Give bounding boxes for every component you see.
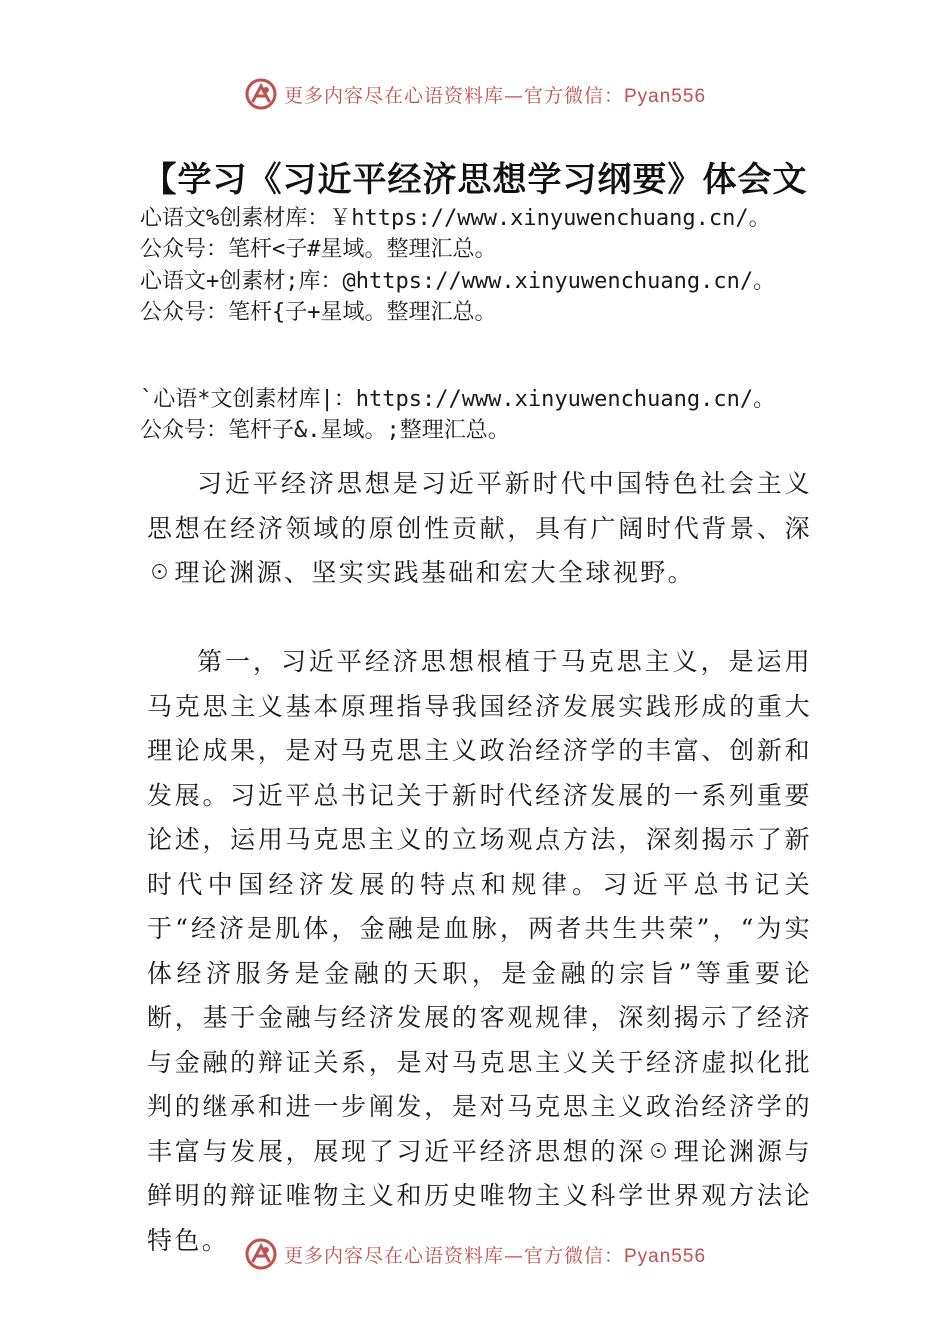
red-seal-logo-icon (244, 77, 278, 111)
source-line: 公众号：笔杆<子#星域。整理汇总。 (140, 237, 497, 262)
source-note-group-1 (140, 203, 771, 265)
footer-banner (0, 1232, 950, 1276)
source-note-group-2 (140, 266, 775, 328)
red-seal-logo-icon (244, 1237, 278, 1271)
footer-wechat-id: Pyan556 (624, 1245, 707, 1267)
source-line: 公众号：笔杆{子+星域。整理汇总。 (140, 300, 497, 325)
body-paragraph-intro: 习近平经济思想是习近平新时代中国特色社会主义思想在经济领域的原创性贡献，具有广阔时代背景、深☉理论渊源、坚实实践基础和宏大全球视野。 (147, 469, 812, 587)
header-wechat-id: Pyan556 (624, 85, 707, 107)
source-line: `心语*文创素材库|：https://www.xinyuwenchuang.cn/。 (140, 387, 776, 412)
source-line: 心语文%创素材库：￥https://www.xinyuwenchuang.cn/。 (140, 206, 771, 231)
body-paragraph-first-point: 第一，习近平经济思想根植于马克思主义，是运用马克思主义基本原理指导我国经济发展实践形成的重大理论成果，是对马克思主义政治经济学的丰富、创新和发展。习近平总书记关于新时代经济发展的一系列重要论述，运用马克思主义的立场观点方法，深刻揭示了新时代中国经济发展的特点和规律。习近平总书记关于“经济是肌体，金融是血脉，两者共生共荣”，“为实体经济服务是金融的天职，是金融的宗旨”等重要论断，基于金融与经济发展的客观规律，深刻揭示了经济与金融的辩证关系，是对马克思主义关于经济虚拟化批判的继承和进一步阐发，是对马克思主义政治经济学的丰富与发展，展现了习近平经济思想的深☉理论渊源与鲜明的辩证唯物主义和历史唯物主义科学世界观方法论特色。 (147, 647, 812, 1255)
source-line: 公众号：笔杆子&.星域。;整理汇总。 (140, 418, 510, 443)
source-line: 心语文+创素材;库：@https://www.xinyuwenchuang.cn/。 (140, 269, 776, 294)
footer-banner-text: 更多内容尽在心语资料库—官方微信：Pyan556 (283, 1244, 707, 1267)
header-banner (0, 72, 950, 116)
document-title: 【学习《习近平经济思想学习纲要》体会文 (142, 160, 808, 200)
header-banner-text: 更多内容尽在心语资料库—官方微信：Pyan556 (283, 84, 707, 107)
source-note-group-3 (140, 384, 775, 446)
